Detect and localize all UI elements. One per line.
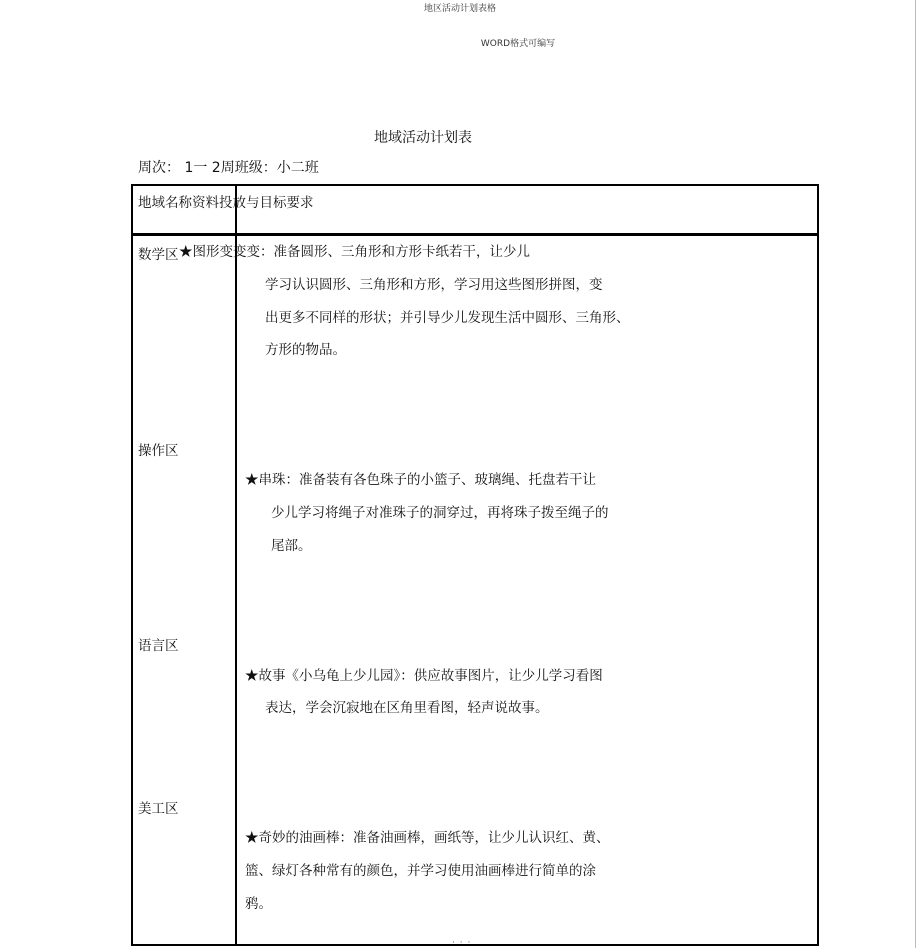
language-lead: ★故事《小乌龟上少儿园》：供应故事图片，让少儿学习看图: [245, 668, 603, 684]
area-label-operation: 操作区: [138, 443, 179, 459]
page-edge-rule: [915, 0, 916, 948]
area-label-math: 数学区: [138, 247, 179, 263]
operation-lead: ★串珠：准备装有各色珠子的小篮子、玻璃绳、托盘若干让: [245, 472, 596, 488]
art-line: 篮、绿灯各种常有的颜色，并学习使用油画棒进行简单的涂: [245, 863, 596, 879]
table-border-right: [817, 184, 819, 946]
week-class-line: [138, 157, 319, 177]
math-line: 出更多不同样的形状；并引导少儿发现生活中圆形、三角形、: [265, 310, 630, 326]
operation-line: 少儿学习将绳子对准珠子的洞穿过，再将珠子拨至绳子的: [271, 505, 609, 521]
table-column-divider: [235, 184, 237, 946]
week-class-text: 周班级：小二班: [220, 160, 319, 176]
area-label-language: 语言区: [138, 638, 179, 654]
table-header-text: 地域名称资料投放与目标要求: [138, 195, 314, 211]
page-footer-dots: · · ·: [452, 938, 472, 948]
table-border-left: [131, 184, 133, 946]
art-line: 鸦。: [245, 896, 272, 912]
document-title: 地域活动计划表: [374, 130, 472, 146]
page-header-title: 地区活动计划表格: [423, 4, 496, 14]
math-line: 方形的物品。: [265, 342, 346, 358]
page-header-subtitle: WORD格式可编写: [480, 39, 556, 49]
art-lead: ★奇妙的油画棒：准备油画棒，画纸等，让少儿认识红、黄、: [245, 830, 610, 846]
week-label: 周次：: [138, 160, 180, 176]
language-line: 表达，学会沉寂地在区角里看图，轻声说故事。: [265, 700, 549, 716]
area-label-art: 美工区: [138, 801, 179, 817]
math-line: 学习认识圆形、三角形和方形，学习用这些图形拼图，变: [265, 277, 603, 293]
operation-line: 尾部。: [271, 538, 312, 554]
math-lead: ★图形变变变：准备圆形、三角形和方形卡纸若干，让少儿: [179, 244, 530, 260]
week-value: 1一 2: [184, 160, 221, 176]
